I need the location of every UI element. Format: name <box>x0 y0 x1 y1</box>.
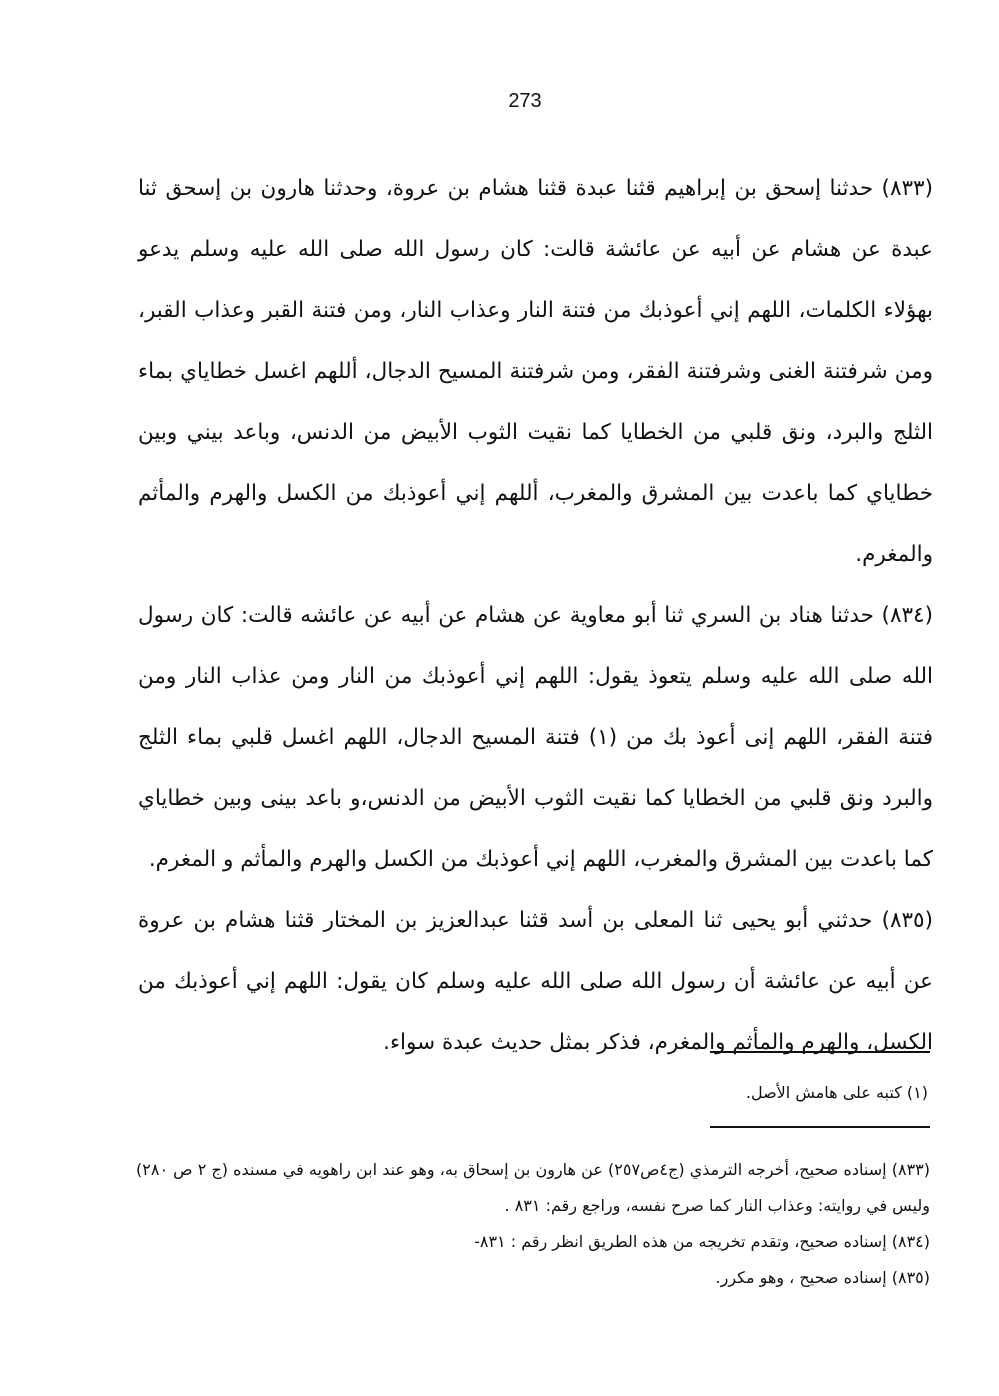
hadith-834: (٨٣٤) حدثنا هناد بن السري ثنا أبو معاوية عن هشام عن أبيه عن عائشه قالت: كان رسول الله صلى الله عليه وسلم يتعوذ يقول: اللهم إني أعوذبك من النار ومن عذاب النار ومن فتنة الفقر، اللهم إنى أعوذ بك من (١) فتنة المسيح الدجال، اللهم اغسل قلبي بماء الثلج والبرد ونق قلبي من الخطايا كما نقيت الثوب الأبيض من الدنس،و باعد بينى وبين خطاياي كما باعدت بين المشرق والمغرب، اللهم إني أعوذبك من الكسل والهرم والمأثم و المغرم. <box>138 603 934 872</box>
hadith-835: (٨٣٥) حدثني أبو يحيى ثنا المعلى بن أسد قثنا عبدالعزيز بن المختار قثنا هشام بن عروة عن أبيه عن عائشة أن رسول الله صلى الله عليه وسلم كان يقول: اللهم إني أعوذبك من الكسل، والهرم والمأثم والمغرم، فذكر بمثل حديث عبدة سواء. <box>138 908 933 1055</box>
note-834: (٨٣٤) إسناده صحيح، وتقدم تخريجه من هذه الطريق انظر رقم : ٨٣١- <box>474 1232 930 1251</box>
notes-divider <box>710 1126 930 1128</box>
footnote: (١) كتبه على هامش الأصل. <box>745 1083 928 1102</box>
note-835: (٨٣٥) إسناده صحيح ، وهو مكرر. <box>715 1268 930 1287</box>
footnote-divider <box>710 1051 930 1053</box>
main-text <box>138 158 933 1073</box>
takhrij-notes <box>136 1152 930 1296</box>
hadith-833: (٨٣٣) حدثنا إسحق بن إبراهيم قثنا عبدة قثنا هشام بن عروة، وحدثنا هارون بن إسحق ثنا عبدة عن هشام عن أبيه عن عائشة قالت: كان رسول الله صلى الله عليه وسلم يدعو بهؤلاء الكلمات، اللهم إني أعوذبك من فتنة النار وعذاب النار، ومن فتنة القبر وعذاب القبر، ومن شرفتنة الغنى وشرفتنة الفقر، ومن شرفتنة المسيح الدجال، أللهم اغسل خطاياي بماء الثلج والبرد، ونق قلبي من الخطايا كما نقيت الثوب الأبيض من الدنس، وباعد بيني وبين خطاياي كما باعدت بين المشرق والمغرب، أللهم إني أعوذبك من الكسل والهرم والمأثم والمغرم. <box>138 176 933 567</box>
note-833: (٨٣٣) إسناده صحيح، أخرجه الترمذي (ج٤ص٢٥٧) عن هارون بن إسحاق به، وهو عند ابن راهويه في مسنده (ج ٢ ص ٢٨٠) وليس في روايته: وعذاب النار كما صرح نفسه، وراجع رقم: ٨٣١ . <box>136 1160 931 1215</box>
page-number: 273 <box>508 90 542 112</box>
